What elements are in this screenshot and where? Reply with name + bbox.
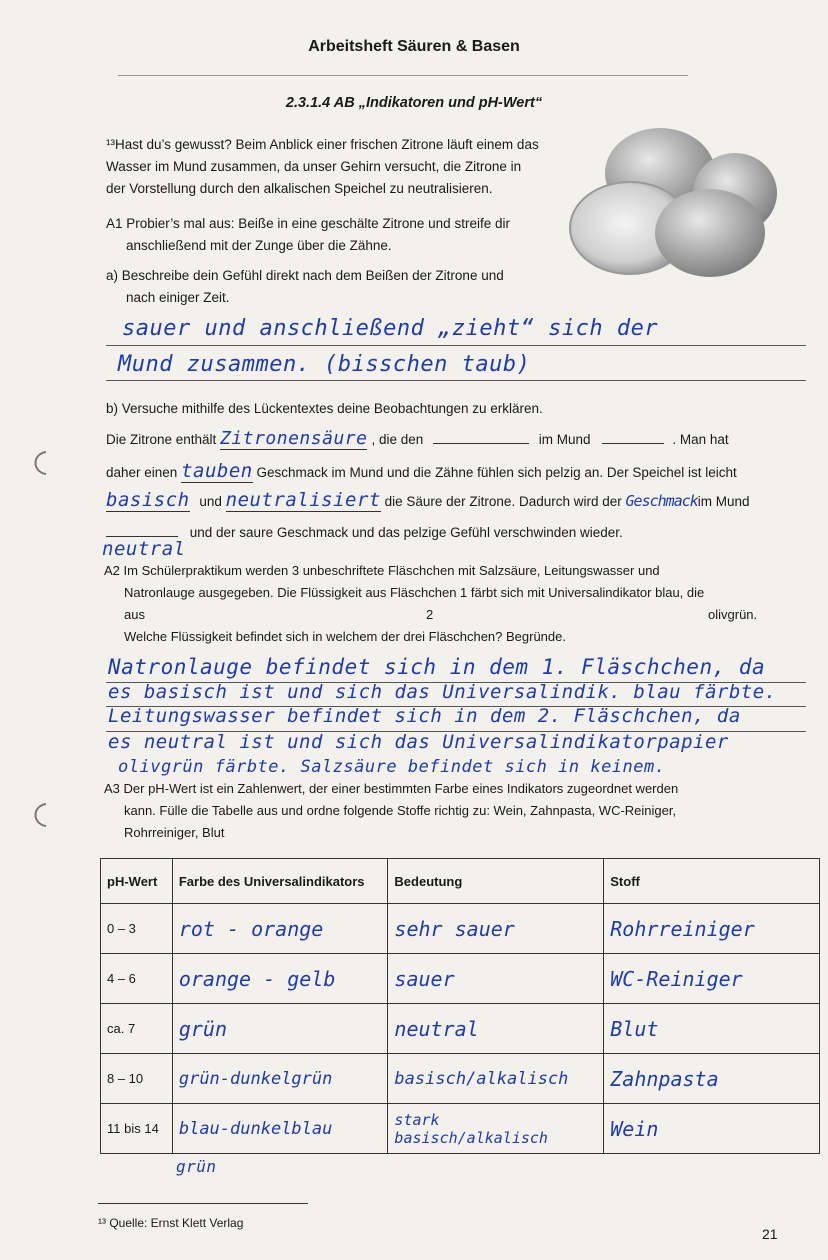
table-handwritten-note: grün <box>176 1157 217 1176</box>
task-a1a: a) Beschreibe dein Gefühl direkt nach dem Beißen der Zitrone und nach einiger Zeit. <box>106 268 504 305</box>
cloze-blank <box>602 443 664 444</box>
table-row <box>101 954 820 1004</box>
column-header: Farbe des Universalindikators <box>172 859 388 904</box>
page-number: 21 <box>762 1226 778 1242</box>
cloze-answer: Zitronensäure <box>220 428 368 449</box>
table-cell: 4 – 6 <box>101 954 173 1004</box>
answer-rule <box>106 345 806 346</box>
cloze-answer: tauben <box>181 460 253 482</box>
table-row <box>101 1104 820 1154</box>
footnote: ¹³ Quelle: Ernst Klett Verlag <box>98 1216 244 1230</box>
answer-a1a-line2: Mund zusammen. (bisschen taub) <box>118 352 531 377</box>
cloze-line-1: Die Zitrone enthält Zitronensäure , die den im Mund . Man hat <box>106 428 729 449</box>
table-cell: sauer <box>388 954 604 1004</box>
table-row <box>101 904 820 954</box>
cloze-blank <box>433 443 529 444</box>
answer-a2-line5: olivgrün färbte. Salzsäure befindet sich in keinem. <box>118 757 666 777</box>
column-header: pH-Wert <box>101 859 173 904</box>
section-title: 2.3.1.4 AB „Indikatoren und pH-Wert“ <box>285 95 543 111</box>
table-cell: 11 bis 14 <box>101 1104 173 1154</box>
task-a2: A2 Im Schülerpraktikum werden 3 unbeschriftete Fläschchen mit Salzsäure, Leitungswasser und Natronlauge ausgegeben. Die Flüssigkeit aus Fläschchen 1 färbt sich mit Universalindikator blau, die aus 2 olivgrün. Welche Flüssigkeit befindet sich in welchem der drei Fläschchen? Begründe. <box>104 563 758 644</box>
answer-a2-line3: Leitungswasser befindet sich in dem 2. Fläschchen, da <box>108 705 741 727</box>
column-header: Stoff <box>604 859 820 904</box>
table-cell: sehr sauer <box>388 904 604 954</box>
table-cell: Wein <box>604 1104 820 1154</box>
table-header-row <box>101 859 820 904</box>
table-cell: Zahnpasta <box>604 1054 820 1104</box>
footnote-rule <box>98 1203 308 1204</box>
answer-a2-line2: es basisch ist und sich das Universalindik. blau färbte. <box>108 681 777 703</box>
table-cell: grün-dunkelgrün <box>172 1054 388 1104</box>
table-cell: grün <box>172 1004 388 1054</box>
answer-a1a-line1: sauer und anschließend „zieht“ sich der <box>122 316 659 341</box>
lemon-image <box>560 118 780 278</box>
table-cell: stark basisch/alkalisch <box>388 1104 604 1154</box>
table-row <box>101 1054 820 1104</box>
table-cell: WC-Reiniger <box>604 954 820 1004</box>
table-cell: 0 – 3 <box>101 904 173 954</box>
header-rule <box>118 75 688 76</box>
cloze-line-3: basisch und neutralisiert die Säure der Zitrone. Dadurch wird der Geschmackim Mund <box>106 489 750 511</box>
table-cell: basisch/alkalisch <box>388 1054 604 1104</box>
table-row <box>101 1004 820 1054</box>
cloze-answer: basisch <box>106 489 190 511</box>
intro-text: ¹³Hast du’s gewusst? Beim Anblick einer frischen Zitrone läuft einem das Wasser im Mund zusammen, da unser Gehirn versucht, die Zitrone in der Vorstellung durch den alkalischen Speichel zu neutralisieren. <box>106 137 539 196</box>
cloze-answer: Geschmack <box>625 492 698 510</box>
cloze-answer: neutralisiert <box>225 489 381 511</box>
table-cell: ca. 7 <box>101 1004 173 1054</box>
task-a1b-prompt: b) Versuche mithilfe des Lückentextes deine Beobachtungen zu erklären. <box>106 401 543 416</box>
column-header: Bedeutung <box>388 859 604 904</box>
cloze-answer-neutral: neutral <box>102 538 186 560</box>
table-cell: rot - orange <box>172 904 388 954</box>
punch-hole-mark <box>28 448 52 478</box>
table-cell: Blut <box>604 1004 820 1054</box>
cloze-blank <box>106 536 178 537</box>
cloze-line-4: und der saure Geschmack und das pelzige Gefühl verschwinden wieder. <box>106 522 623 544</box>
task-a3: A3 Der pH-Wert ist ein Zahlenwert, der einer bestimmten Farbe eines Indikators zugeordnet werden kann. Fülle die Tabelle aus und ordne folgende Stoffe richtig zu: Wein, Zahnpasta, WC-Reiniger, Rohrreiniger, Blut <box>104 781 679 840</box>
answer-rule <box>106 380 806 381</box>
table-cell: blau-dunkelblau <box>172 1104 388 1154</box>
answer-a2-line1: Natronlauge befindet sich in dem 1. Fläschchen, da <box>108 655 766 679</box>
ph-table <box>100 858 820 1154</box>
table-cell: Rohrreiniger <box>604 904 820 954</box>
task-a1: A1 Probier’s mal aus: Beiße in eine geschälte Zitrone und streife dir anschließend mit der Zunge über die Zähne. <box>106 216 510 253</box>
answer-a2-line4: es neutral ist und sich das Universalindikatorpapier <box>108 731 729 753</box>
table-cell: 8 – 10 <box>101 1054 173 1104</box>
header-title: Arbeitsheft Säuren & Basen <box>308 38 520 55</box>
table-cell: orange - gelb <box>172 954 388 1004</box>
table-cell: neutral <box>388 1004 604 1054</box>
punch-hole-mark <box>28 800 52 830</box>
cloze-line-2: daher einen tauben Geschmack im Mund und die Zähne fühlen sich pelzig an. Der Speichel ist leicht <box>106 460 737 482</box>
